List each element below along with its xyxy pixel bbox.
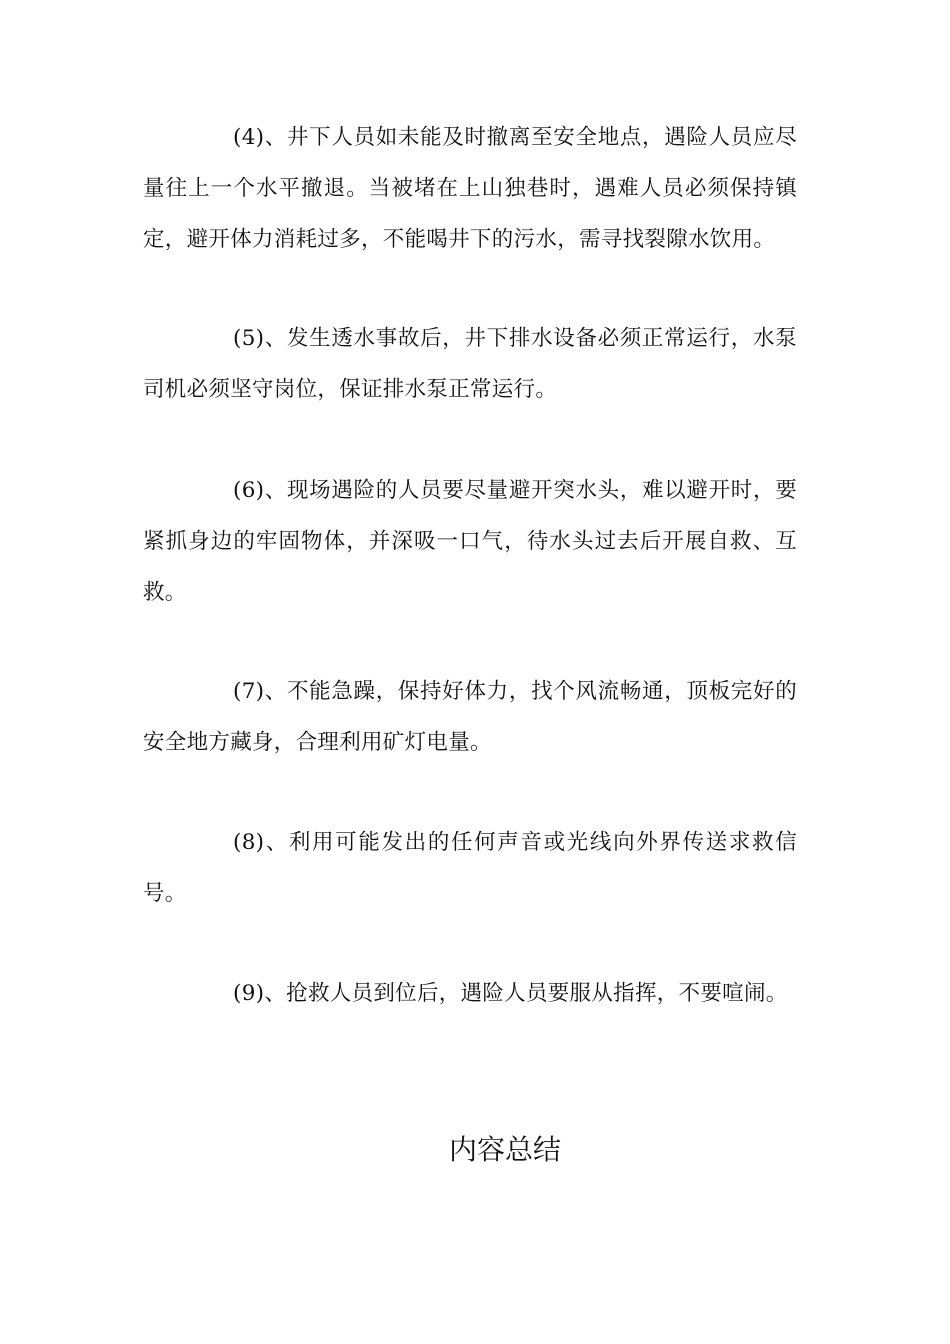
- paragraph-item-6: (6)、现场遇险的人员要尽量避开突水头，难以避开时，要紧抓身边的牢固物体，并深吸一口气，待水头过去后开展自救、互救。: [143, 478, 797, 605]
- paragraph-item-8: (8)、利用可能发出的任何声音或光线向外界传送求救信号。: [143, 830, 797, 906]
- summary-heading: 内容总结: [448, 1133, 561, 1166]
- paragraph-item-4: (4)、井下人员如未能及时撤离至安全地点，遇险人员应尽量往上一个水平撤退。当被堵在上山独巷时，遇难人员必须保持镇定，避开体力消耗过多，不能喝井下的污水，需寻找裂隙水饮用。: [143, 125, 797, 252]
- paragraph-item-5: (5)、发生透水事故后，井下排水设备必须正常运行，水泵司机必须坚守岗位，保证排水泵正常运行。: [143, 326, 797, 402]
- paragraph-item-7: (7)、不能急躁，保持好体力，找个风流畅通，顶板完好的安全地方藏身，合理利用矿灯电量。: [143, 679, 797, 755]
- paragraph-item-9: (9)、抢救人员到位后，遇险人员要服从指挥，不要喧闹。: [233, 981, 788, 1006]
